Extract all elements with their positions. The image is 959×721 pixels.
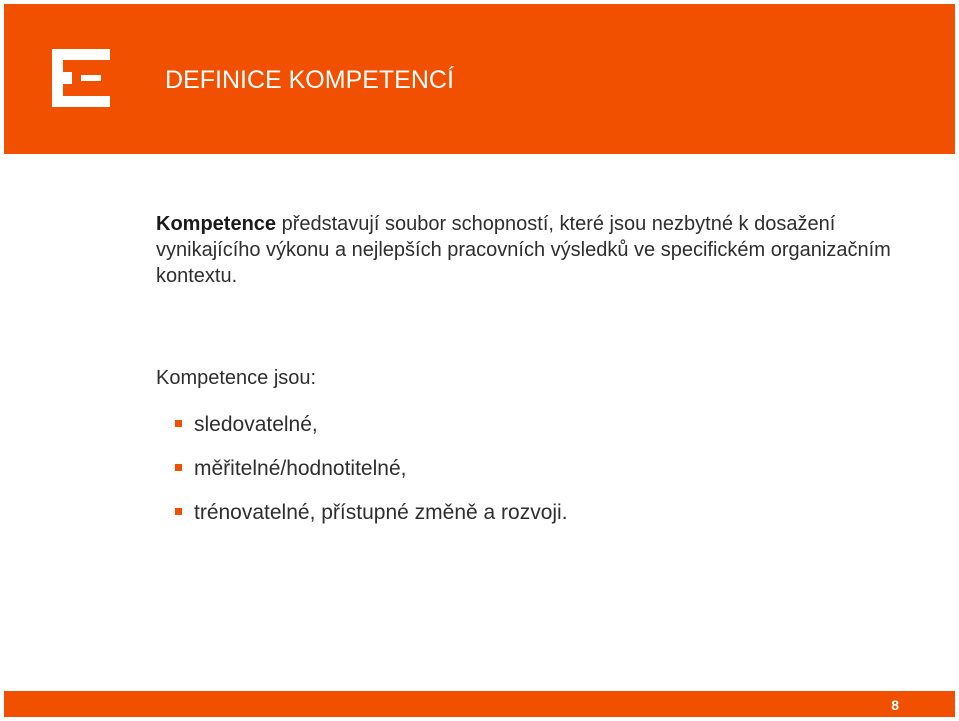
- page-number: 8: [891, 697, 899, 713]
- list-item: [172, 454, 568, 498]
- list-item-label: měřitelné/hodnotitelné,: [194, 457, 407, 480]
- list-item-label: trénovatelné, přístupné změně a rozvoji.: [194, 501, 568, 524]
- intro-text: představují soubor schopností, které jsou nezbytné k dosažení vynikajícího výkonu a nejlepších pracovních výsledků ve specifickém organizačním kontextu.: [156, 213, 891, 287]
- header-bar: [4, 4, 955, 154]
- square-bullet-icon: [175, 464, 182, 471]
- footer-bar: [4, 691, 955, 717]
- cez-logo-icon: [52, 49, 110, 107]
- list-item-label: sledovatelné,: [194, 413, 318, 436]
- competence-list: [172, 410, 568, 542]
- list-heading: Kompetence jsou:: [156, 367, 317, 389]
- intro-paragraph: [156, 211, 896, 289]
- list-item: [172, 498, 568, 542]
- slide-title: DEFINICE KOMPETENCÍ: [165, 66, 454, 94]
- square-bullet-icon: [175, 420, 182, 427]
- intro-lead: Kompetence: [156, 213, 277, 235]
- square-bullet-icon: [175, 508, 182, 515]
- list-item: [172, 410, 568, 454]
